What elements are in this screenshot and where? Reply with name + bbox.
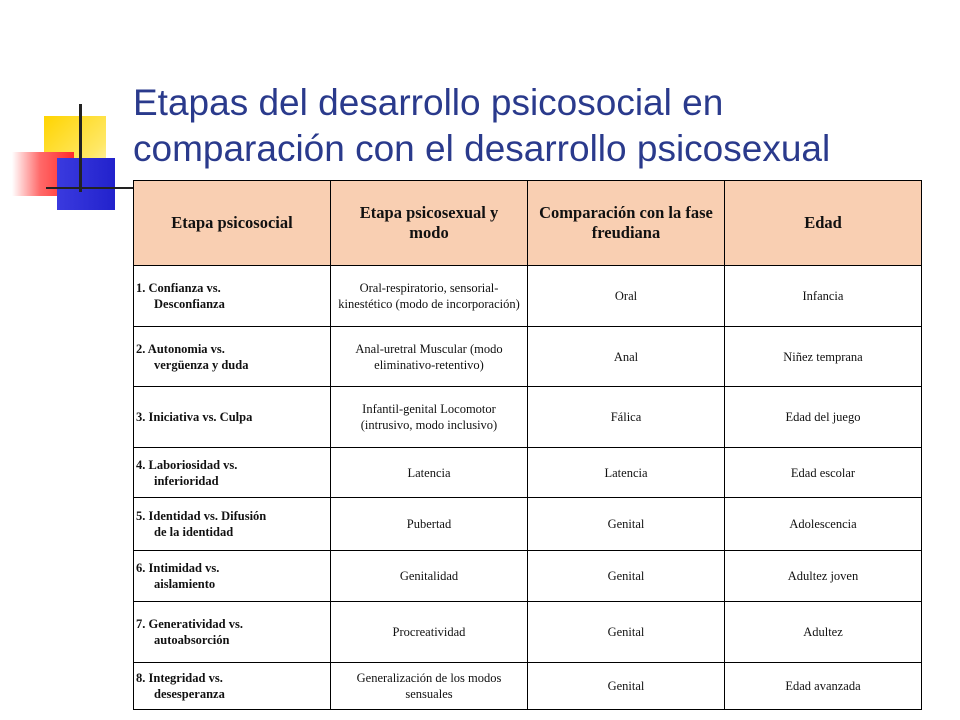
mode-cell: Pubertad — [331, 498, 528, 551]
mode-cell: Generalización de los modos sensuales — [331, 663, 528, 710]
stages-table — [133, 180, 922, 710]
age-cell: Adultez joven — [725, 551, 922, 602]
phase-cell: Oral — [528, 266, 725, 327]
mode-cell: Anal-uretral Muscular (modo eliminativo-retentivo) — [331, 327, 528, 387]
table-row — [134, 387, 922, 448]
table-row — [134, 448, 922, 498]
slide-title-line-1: Etapas del desarrollo psicosocial en — [133, 82, 724, 123]
mode-cell: Infantil-genital Locomotor (intrusivo, modo inclusivo) — [331, 387, 528, 448]
decorative-vertical-line — [79, 104, 82, 192]
slide-title — [133, 80, 933, 172]
stage-line-2: desesperanza — [154, 687, 225, 701]
stage-cell — [134, 266, 331, 327]
mode-cell: Genitalidad — [331, 551, 528, 602]
stage-line-1: 6. Intimidad vs. — [136, 561, 220, 575]
stage-cell — [134, 551, 331, 602]
phase-cell: Genital — [528, 498, 725, 551]
stage-line-2: autoabsorción — [154, 633, 230, 647]
header-freudian-phase: Comparación con la fase freudiana — [528, 181, 725, 266]
stage-line-1: 1. Confianza vs. — [136, 281, 221, 295]
stage-line-2: de la identidad — [154, 525, 234, 539]
stage-cell — [134, 663, 331, 710]
decorative-blue-square — [57, 158, 115, 210]
stage-cell — [134, 327, 331, 387]
age-cell: Edad del juego — [725, 387, 922, 448]
stage-line-2: Desconfianza — [154, 297, 225, 311]
phase-cell: Fálica — [528, 387, 725, 448]
stage-cell — [134, 448, 331, 498]
age-cell: Edad escolar — [725, 448, 922, 498]
table-row — [134, 266, 922, 327]
stage-cell — [134, 602, 331, 663]
age-cell: Adolescencia — [725, 498, 922, 551]
phase-cell: Genital — [528, 551, 725, 602]
stage-line-2: aislamiento — [154, 577, 216, 591]
mode-cell: Procreatividad — [331, 602, 528, 663]
decorative-horizontal-line — [46, 187, 138, 189]
mode-cell: Latencia — [331, 448, 528, 498]
slide-title-line-2: comparación con el desarrollo psicosexual — [133, 128, 831, 169]
table-row — [134, 551, 922, 602]
age-cell: Adultez — [725, 602, 922, 663]
stage-line-1: 8. Integridad vs. — [136, 671, 223, 685]
stage-line-1: 7. Generatividad vs. — [136, 617, 243, 631]
stage-line-1: 2. Autonomia vs. — [136, 341, 225, 356]
age-cell: Niñez temprana — [725, 327, 922, 387]
phase-cell: Genital — [528, 602, 725, 663]
stage-line-2: inferioridad — [154, 473, 219, 488]
mode-cell: Oral-respiratorio, sensorial-kinestético (modo de incorporación) — [331, 266, 528, 327]
age-cell: Edad avanzada — [725, 663, 922, 710]
header-psychosocial-stage: Etapa psicosocial — [134, 181, 331, 266]
stage-line-1: 3. Iniciativa vs. Culpa — [136, 410, 253, 424]
age-cell: Infancia — [725, 266, 922, 327]
table-row — [134, 327, 922, 387]
header-age: Edad — [725, 181, 922, 266]
stage-cell — [134, 498, 331, 551]
stage-line-1: 4. Laboriosidad vs. — [136, 457, 238, 472]
table-row — [134, 663, 922, 710]
stage-line-2: vergüenza y duda — [154, 357, 249, 372]
header-psychosexual-stage: Etapa psicosexual y modo — [331, 181, 528, 266]
stage-line-1: 5. Identidad vs. Difusión — [136, 509, 267, 523]
table-row — [134, 602, 922, 663]
phase-cell: Genital — [528, 663, 725, 710]
phase-cell: Latencia — [528, 448, 725, 498]
stage-cell — [134, 387, 331, 448]
table-row — [134, 498, 922, 551]
phase-cell: Anal — [528, 327, 725, 387]
table-header-row — [134, 181, 922, 266]
